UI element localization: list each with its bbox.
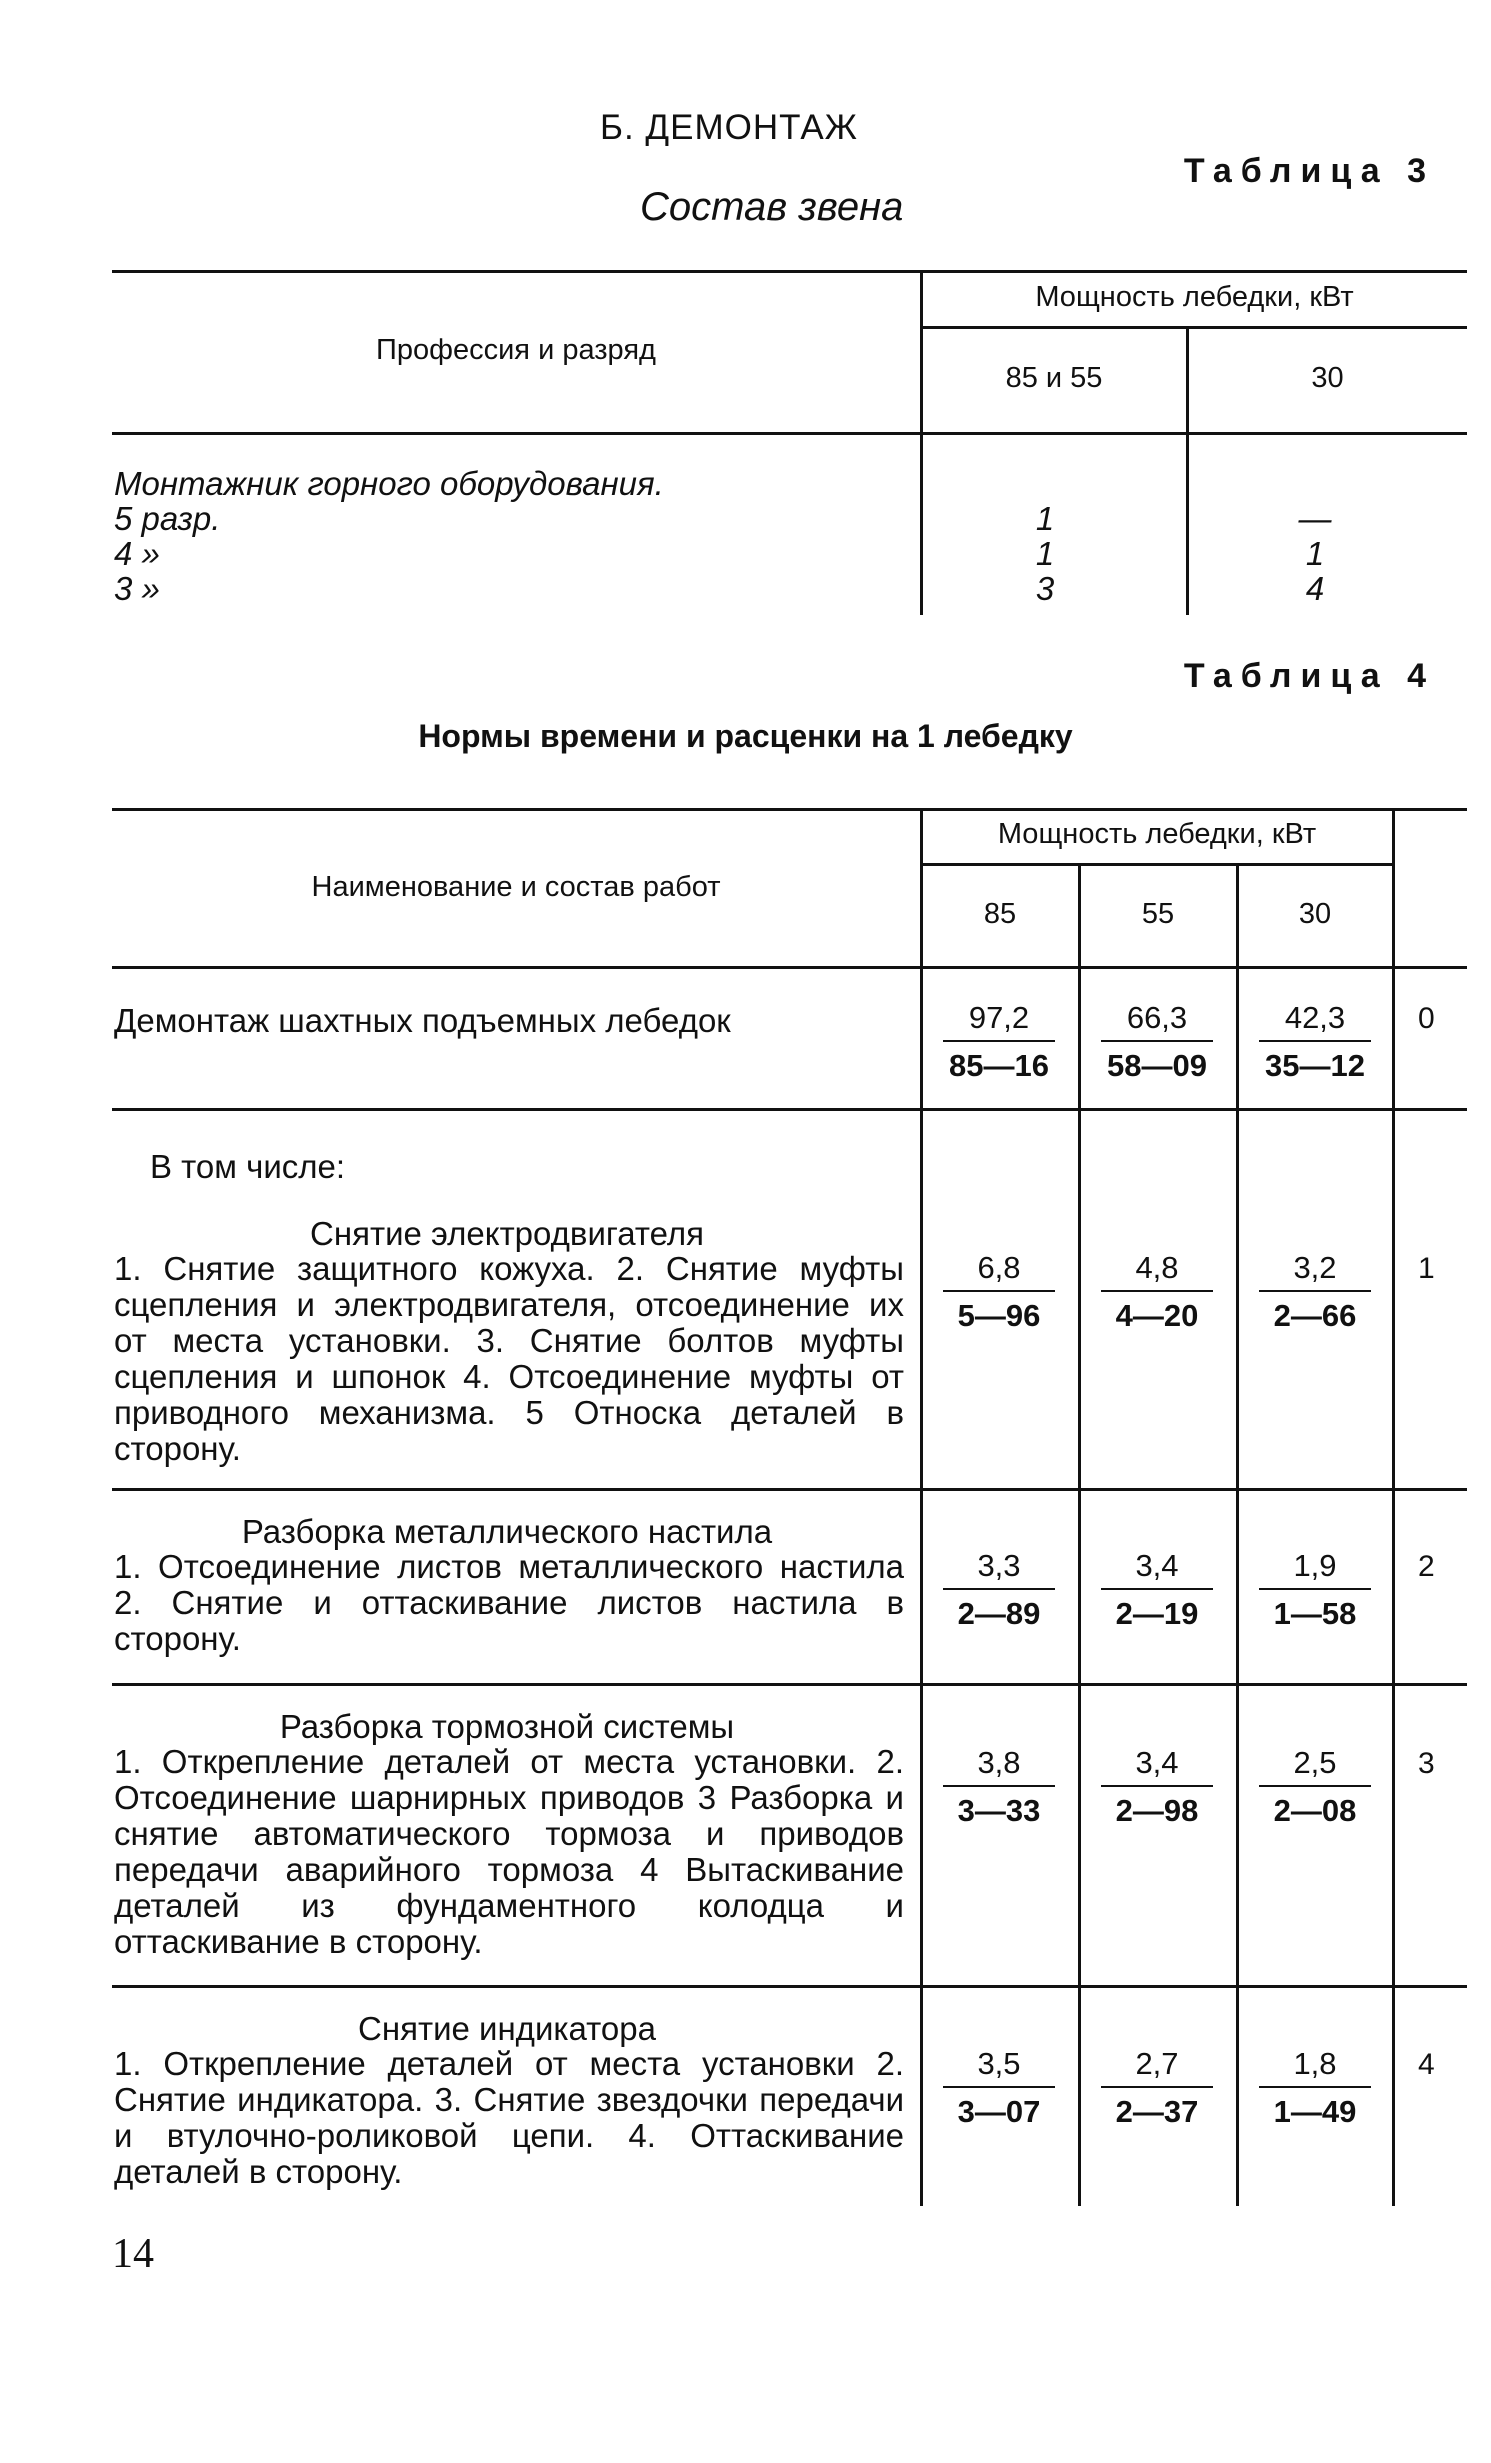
table4-value-cell: 3,2 2—66: [1240, 1250, 1390, 1334]
table4-value-cell: 42,3 35—12: [1240, 1000, 1390, 1084]
table4-header-power: Мощность лебедки, кВт: [997, 818, 1317, 850]
table3-label: Таблица 3: [1183, 152, 1435, 190]
page-number: 14: [112, 2231, 154, 2277]
table3-cell: 4: [1305, 570, 1325, 607]
table4-value-cell: 4,8 4—20: [1082, 1250, 1232, 1334]
table4-row2-heading: Разборка металлического настила: [241, 1513, 773, 1550]
table3-row-grade-5: 5 разр.: [114, 500, 221, 537]
table4-value-cell: 3,4 2—98: [1082, 1745, 1232, 1829]
table4-row1-text: 1. Снятие защитного кожуха. 2. Снятие муфты сцепления и электродвигателя, отсоединение их от места установки. 3. Снятие болтов муфты сцепления и шпонок 4. Отсоединение муфты от приводного механизма. 5 Относка деталей в сторону.: [114, 1250, 904, 1467]
table4-row-index: 0: [1418, 1002, 1435, 1035]
table3-col-85-55: 85 и 55: [1005, 362, 1103, 394]
table3-subtitle: Состав звена: [640, 185, 904, 229]
table4-row3-text: 1. Открепление деталей от места установки. 2. Отсоединение шарнирных приводов 3 Разборка и снятие автоматического тормоза и приводов передачи аварийного тормоза 4 Вытаскивание деталей из фундаментного колодца и оттаскивание в сторону.: [114, 1743, 904, 1960]
table4-header-name: Наименование и состав работ: [311, 871, 721, 903]
table4-col-85: 85: [983, 898, 1017, 930]
table4-row-index: 3: [1418, 1747, 1435, 1780]
table4-row-index: 2: [1418, 1550, 1435, 1583]
table3-col-30: 30: [1311, 362, 1344, 394]
table4-row-index: 4: [1418, 2048, 1435, 2081]
table4-title: Нормы времени и расценки на 1 лебедку: [418, 718, 1073, 754]
table4-row3-heading: Разборка тормозной системы: [279, 1708, 735, 1745]
table4-row2-text: 1. Отсоединение листов металлического настила 2. Снятие и оттаскивание листов настила в сторону.: [114, 1548, 904, 1657]
table4-value-cell: 97,2 85—16: [924, 1000, 1074, 1084]
table3-cell: 1: [1305, 535, 1325, 572]
table4-value-cell: 1,9 1—58: [1240, 1548, 1390, 1632]
table4-label: Таблица 4: [1183, 657, 1435, 695]
table3-cell: 1: [1035, 535, 1055, 572]
table4-col-55: 55: [1141, 898, 1175, 930]
table4-value-cell: 1,8 1—49: [1240, 2046, 1390, 2130]
table3-cell: —: [1298, 500, 1332, 537]
table3-row-grade-3: 3 »: [114, 570, 160, 607]
table4-row4-text: 1. Открепление деталей от места установки 2. Снятие индикатора. 3. Снятие звездочки передачи и втулочно-роликовой цепи. 4. Оттаскивание деталей в сторону.: [114, 2045, 904, 2190]
table3-header-power: Мощность лебедки, кВт: [1035, 281, 1354, 313]
table3-row-grade-4: 4 »: [114, 535, 160, 572]
table4-value-cell: 3,3 2—89: [924, 1548, 1074, 1632]
section-title: Б. ДЕМОНТАЖ: [600, 108, 858, 147]
table4-value-cell: 3,4 2—19: [1082, 1548, 1232, 1632]
table4-row-index: 1: [1418, 1252, 1435, 1285]
table4-row0-title: Демонтаж шахтных подъемных лебедок: [114, 1002, 731, 1039]
table3-cell: 1: [1035, 500, 1055, 537]
table4-value-cell: 2,5 2—08: [1240, 1745, 1390, 1829]
table3-header-profession: Профессия и разряд: [376, 334, 656, 366]
table4-value-cell: 3,8 3—33: [924, 1745, 1074, 1829]
table4-value-cell: 66,3 58—09: [1082, 1000, 1232, 1084]
table4-row4-heading: Снятие индикатора: [358, 2010, 656, 2047]
table3-row-profession: Монтажник горного оборудования.: [114, 465, 664, 502]
table4-including-label: В том числе:: [150, 1148, 346, 1185]
table4-col-30: 30: [1298, 898, 1332, 930]
table4-row1-heading: Снятие электродвигателя: [310, 1215, 704, 1252]
table4-value-cell: 6,8 5—96: [924, 1250, 1074, 1334]
table4-value-cell: 2,7 2—37: [1082, 2046, 1232, 2130]
table4-value-cell: 3,5 3—07: [924, 2046, 1074, 2130]
table3-cell: 3: [1035, 570, 1055, 607]
